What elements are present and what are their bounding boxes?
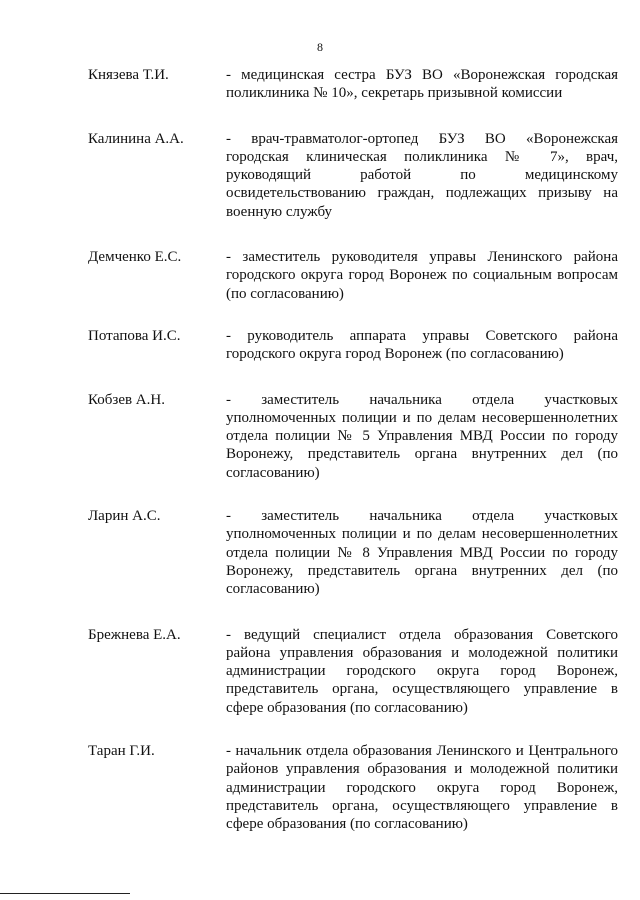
commission-member-list: [88, 66, 620, 861]
member-role: [226, 66, 618, 103]
member-role-text: - руководитель аппарата управы Советского района городского округа город Воронеж (по согласованию): [226, 327, 618, 363]
member-role-text: - ведущий специалист отдела образования Советского района управления образования и молодежной политики администрации городского округа город Воронеж, представитель органа, осуществляющего управление в сфере образования (по согласованию): [226, 626, 618, 716]
member-role: [226, 130, 618, 221]
member-entry: [88, 742, 620, 833]
member-role-text: - начальник отдела образования Ленинского и Центрального районов управления образования и молодежной политики администрации городского округа город Воронеж, представитель органа, осуществляющего управление в сфере образования (по согласованию): [226, 743, 618, 833]
member-role-text: - врач-травматолог-ортопед БУЗ ВО «Воронежская городская клиническая поликлиника № 7», врач, руководящий работой по медицинскому освидетельствованию граждан, подлежащих призыву на военную службу: [226, 130, 618, 220]
member-role: [226, 248, 618, 303]
member-role: [226, 391, 618, 482]
member-entry: [88, 248, 620, 303]
footnote-divider: [0, 893, 130, 894]
member-role: [226, 507, 618, 598]
member-role-text: - медицинская сестра БУЗ ВО «Воронежская городская поликлиника № 10», секретарь призывной комиссии: [226, 67, 618, 102]
member-name: Демченко Е.С.: [88, 249, 182, 266]
member-entry: [88, 66, 620, 103]
member-name: Кобзев А.Н.: [88, 391, 165, 408]
member-role-text: - заместитель руководителя управы Ленинского района городского округа город Воронеж по социальным вопросам (по согласованию): [226, 249, 618, 302]
member-name: Потапова И.С.: [88, 327, 181, 344]
member-entry: [88, 130, 620, 221]
page-number: 8: [317, 40, 323, 54]
member-name: Ларин А.С.: [88, 508, 161, 525]
member-role: [226, 626, 618, 717]
member-name: Брежнева Е.А.: [88, 626, 181, 643]
member-role-text: - заместитель начальника отдела участковых уполномоченных полиции и по делам несовершеннолетних отдела полиции № 5 Управления МВД России по городу Воронежу, представитель органа внутренних дел (по согласованию): [226, 391, 618, 481]
member-role: [226, 327, 618, 364]
member-role: [226, 742, 618, 833]
member-name: Калинина А.А.: [88, 130, 184, 147]
member-role-text: - заместитель начальника отдела участковых уполномоченных полиции и по делам несовершеннолетних отдела полиции № 8 Управления МВД России по городу Воронежу, представитель органа внутренних дел (по согласованию): [226, 508, 618, 598]
member-name: Князева Т.И.: [88, 67, 169, 83]
member-name: Таран Г.И.: [88, 743, 155, 760]
member-entry: [88, 507, 620, 598]
member-entry: [88, 327, 620, 364]
member-entry: [88, 391, 620, 482]
member-entry: [88, 626, 620, 717]
